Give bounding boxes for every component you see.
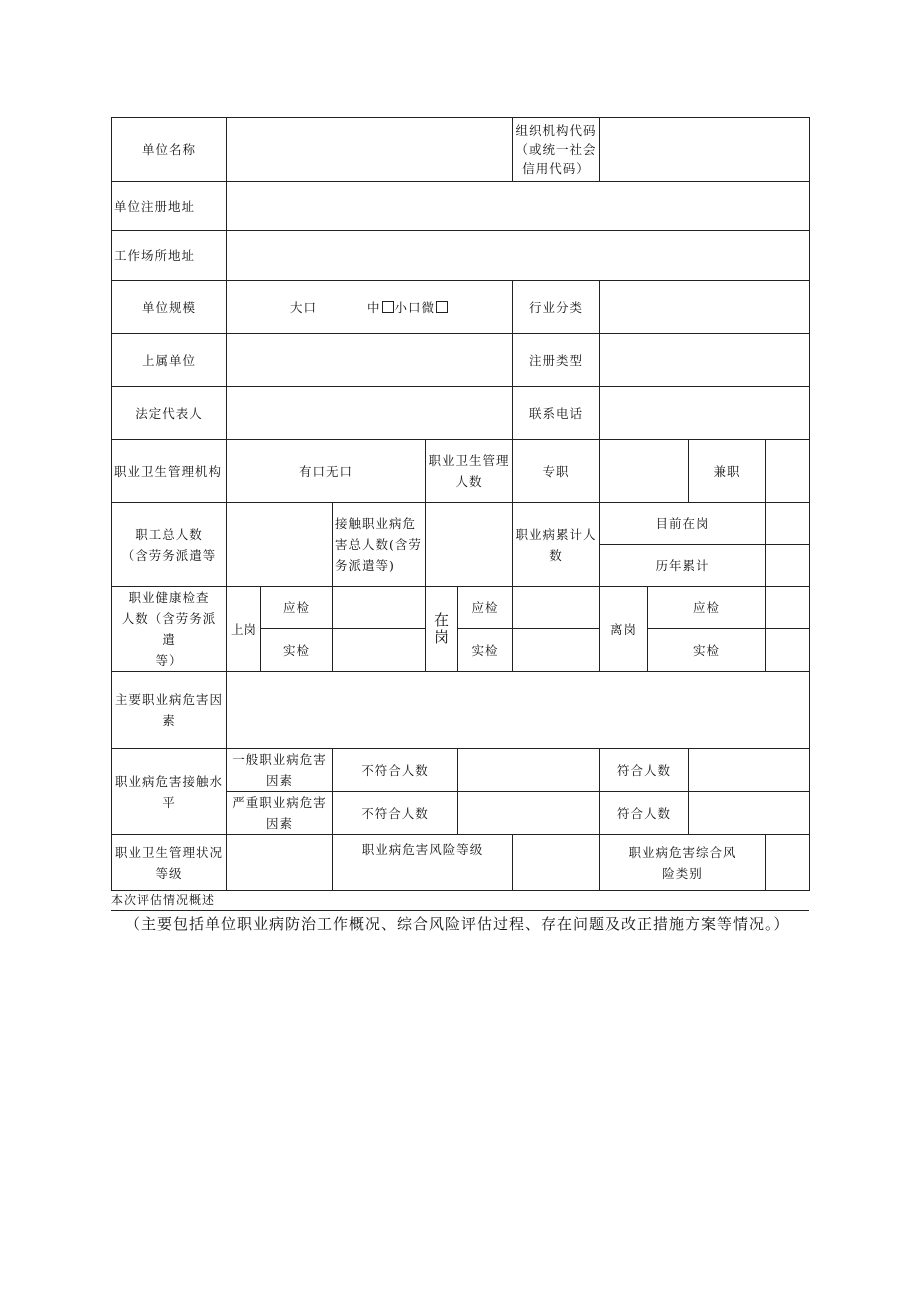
field-main-hazard[interactable] <box>227 672 810 749</box>
checkbox-micro[interactable] <box>436 301 448 313</box>
row-unit-name <box>112 118 810 182</box>
row-main-hazard <box>112 672 810 749</box>
field-general-non-compliant[interactable] <box>458 749 600 792</box>
row-mgmt-org <box>112 440 810 503</box>
label-reg-type: 注册类型 <box>513 334 600 387</box>
field-unit-name[interactable] <box>227 118 513 182</box>
label-on-job: 在 岗 <box>426 587 458 672</box>
checkbox-medium[interactable] <box>382 301 394 313</box>
label-phone: 联系电话 <box>513 387 600 440</box>
row-total-staff <box>112 503 810 545</box>
row-mgmt-status <box>112 835 810 891</box>
field-unit-scale[interactable] <box>227 281 513 334</box>
row-work-address <box>112 231 810 281</box>
label-industry: 行业分类 <box>513 281 600 334</box>
label-exposed-staff: 接触职业病危 害总人数(含劳 务派遣等) <box>333 503 426 587</box>
field-legal-rep[interactable] <box>227 387 513 440</box>
label-reg-address: 单位注册地址 <box>112 182 227 231</box>
label-pre-job-should: 应检 <box>261 587 333 629</box>
scale-small-option[interactable]: 小口微 <box>394 299 436 315</box>
label-main-hazard: 主要职业病危害因 素 <box>112 672 227 749</box>
field-total-staff[interactable] <box>227 503 333 587</box>
scale-large-option[interactable]: 大口 <box>289 299 317 315</box>
label-historical: 历年累计 <box>600 545 766 587</box>
field-reg-type[interactable] <box>600 334 810 387</box>
field-combined-risk[interactable] <box>766 835 810 891</box>
label-on-job-actual: 实检 <box>458 629 513 672</box>
label-on-job-should: 应检 <box>458 587 513 629</box>
field-pre-job-should[interactable] <box>333 587 426 629</box>
row-legal-rep <box>112 387 810 440</box>
summary-label: 本次评估情况概述 <box>111 892 809 911</box>
label-risk-level: 职业病危害风险等级 <box>333 835 513 891</box>
summary-text[interactable]: （主要包括单位职业病防治工作概况、综合风险评估过程、存在问题及改正措施方案等情况。） <box>125 915 790 933</box>
label-combined-risk: 职业病危害综合风 险类别 <box>600 835 766 891</box>
field-part-time[interactable] <box>766 440 810 503</box>
field-off-job-actual[interactable] <box>766 629 810 672</box>
field-full-time[interactable] <box>600 440 689 503</box>
label-superior-unit: 上属单位 <box>112 334 227 387</box>
label-off-job-actual: 实检 <box>648 629 766 672</box>
label-pre-job: 上岗 <box>227 587 261 672</box>
label-mgmt-org: 职业卫生管理机构 <box>112 440 227 503</box>
assessment-form-table <box>111 117 810 891</box>
label-health-check: 职业健康检查 人数（含劳务派 遣 等） <box>112 587 227 672</box>
scale-medium-option[interactable]: 中 <box>366 299 381 315</box>
label-unit-name: 单位名称 <box>112 118 227 182</box>
field-serious-compliant[interactable] <box>689 792 810 835</box>
field-pre-job-actual[interactable] <box>333 629 426 672</box>
field-exposed-staff[interactable] <box>426 503 513 587</box>
row-health-check-should <box>112 587 810 629</box>
row-unit-scale <box>112 281 810 334</box>
row-exposure-general <box>112 749 810 792</box>
label-serious-compliant: 符合人数 <box>600 792 689 835</box>
label-part-time: 兼职 <box>689 440 766 503</box>
label-pre-job-actual: 实检 <box>261 629 333 672</box>
field-on-job-should[interactable] <box>513 587 600 629</box>
field-phone[interactable] <box>600 387 810 440</box>
label-general-non-compliant: 不符合人数 <box>333 749 458 792</box>
field-mgmt-org[interactable]: 有口无口 <box>227 440 426 503</box>
field-current[interactable] <box>766 503 810 545</box>
label-unit-scale: 单位规模 <box>112 281 227 334</box>
field-on-job-actual[interactable] <box>513 629 600 672</box>
label-off-job-should: 应检 <box>648 587 766 629</box>
label-mgmt-status: 职业卫生管理状况 等级 <box>112 835 227 891</box>
label-general-hazard: 一般职业病危害 因素 <box>227 749 333 792</box>
label-work-address: 工作场所地址 <box>112 231 227 281</box>
field-reg-address[interactable] <box>227 182 810 231</box>
label-serious-hazard: 严重职业病危害 因素 <box>227 792 333 835</box>
row-reg-address <box>112 182 810 231</box>
label-current: 目前在岗 <box>600 503 766 545</box>
field-industry[interactable] <box>600 281 810 334</box>
field-historical[interactable] <box>766 545 810 587</box>
field-off-job-should[interactable] <box>766 587 810 629</box>
field-org-code[interactable] <box>600 118 810 182</box>
label-org-code: 组织机构代码 （或统一社会 信用代码） <box>513 118 600 182</box>
label-exposure-level: 职业病危害接触水 平 <box>112 749 227 835</box>
label-general-compliant: 符合人数 <box>600 749 689 792</box>
field-serious-non-compliant[interactable] <box>458 792 600 835</box>
field-work-address[interactable] <box>227 231 810 281</box>
field-mgmt-status[interactable] <box>227 835 333 891</box>
label-off-job: 离岗 <box>600 587 648 672</box>
label-total-staff: 职工总人数 （含劳务派遣等 <box>112 503 227 587</box>
row-superior-unit <box>112 334 810 387</box>
label-disease-total: 职业病累计人 数 <box>513 503 600 587</box>
label-mgmt-staff: 职业卫生管理 人数 <box>426 440 513 503</box>
label-serious-non-compliant: 不符合人数 <box>333 792 458 835</box>
label-legal-rep: 法定代表人 <box>112 387 227 440</box>
field-superior-unit[interactable] <box>227 334 513 387</box>
label-full-time: 专职 <box>513 440 600 503</box>
field-risk-level[interactable] <box>513 835 600 891</box>
field-general-compliant[interactable] <box>689 749 810 792</box>
